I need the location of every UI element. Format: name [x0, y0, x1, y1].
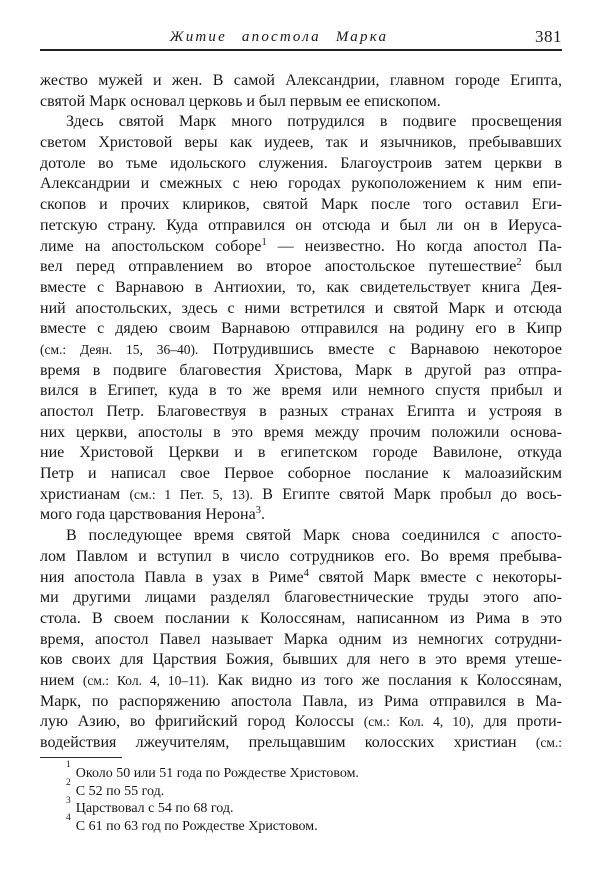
text-line: Здесь святой Марк много потрудился в подвиге просвещения: [66, 113, 562, 131]
text-line: (см.: Деян. 15, 36–40). Потрудившись вместе с Варнавою некоторое: [40, 340, 562, 358]
footnote-item: $^4$С 61 по 63 год по Рождестве Христовом.: [66, 813, 318, 834]
running-header: [40, 0, 562, 49]
text-line: вел перед отправлением во второе апостольское путешествие$^2$ был: [40, 257, 562, 276]
text-line: Марк, по распоряжению апостола Павла, из Рима отправился в Ма-: [40, 692, 562, 710]
scripture-citation: (см.: Кол. 4, 10–11).: [82, 672, 210, 688]
footnote-number: 1: [66, 760, 71, 771]
footnote-number: 4: [66, 813, 71, 824]
text-line: мого года царствования Нерона$^3$.: [40, 505, 265, 524]
text-line: светом Христовой веры как иудеев, так и язычников, пребывавших: [40, 134, 562, 152]
text-line: В последующее время святой Марк снова соединился с апосто-: [66, 527, 562, 545]
text-line: святой Марк основал церковь и был первым ее епископом.: [40, 92, 441, 110]
scripture-citation: (см.: Кол. 4, 10),: [363, 714, 474, 730]
footnote-ref: 1: [261, 236, 267, 248]
text-line: ми другими лицами разделял благовестнические труды этого апо-: [40, 589, 562, 607]
body-text: [40, 71, 562, 754]
header-rule: [40, 49, 562, 51]
footnotes: [40, 753, 562, 835]
page-title: Житие апостола Марка: [169, 29, 389, 45]
footnote-list: [40, 760, 562, 835]
footnote-separator: [40, 757, 122, 758]
footnote-number: 3: [66, 795, 71, 806]
scripture-citation: (см.:: [535, 735, 562, 750]
footnote-item: $^1$Около 50 или 51 года по Рождестве Христовом.: [66, 760, 359, 781]
text-line: скопов и прочих клириков, святой Марк после того оставил Еги-: [40, 196, 562, 214]
text-line: апостол Петр. Благовествуя в разных странах Египта и устрояя в: [40, 403, 562, 420]
text-line: нием (см.: Кол. 4, 10–11). Как видно из того же послания к Колоссянам,: [40, 671, 562, 689]
text-line: Александрии и смежных с нею городах рукоположением к ним епи-: [40, 175, 562, 193]
footnote-item: $^3$Царствовал с 54 по 68 год.: [66, 795, 234, 817]
footnote-ref: 2: [516, 257, 522, 269]
text-line: лом Павлом и вступил в число сотрудников его. Во время пребыва-: [40, 547, 562, 565]
text-line: ния апостола Павла в узах в Риме$^4$ святой Марк вместе с некоторы-: [40, 567, 562, 586]
text-line: ние Христовой Церкви и в египетском городе Вавилоне, откуда: [40, 444, 562, 462]
text-line: дотоле во тьме идольского служения. Благоустроив затем церкви в: [40, 154, 562, 172]
text-line: ков своих для Царствия Божия, бывших для него в это время утеше-: [40, 651, 562, 669]
text-line: петскую страну. Куда отправился он отсюда и был ли он в Иеруса-: [40, 216, 562, 234]
text-line: лиме на апостольском соборе$^1$ — неизвестно. Но когда апостол Па-: [40, 236, 562, 255]
text-line: вместе с Варнавою в Антиохии, то, как свидетельствует книга Дея-: [40, 278, 562, 296]
scripture-citation: (см.: 1 Пет. 5, 13).: [129, 486, 253, 502]
scripture-citation: (см.: Деян. 15, 36–40).: [40, 341, 199, 357]
text-line: стола. В своем послании к Колоссянам, написанном из Рима в это: [40, 609, 562, 627]
text-line: лую Азию, во фригийский город Колоссы (см.: Кол. 4, 10), для проти-: [40, 713, 562, 731]
text-line: вместе с дядею своим Варнавою отправился на родину его в Кипр: [40, 320, 562, 338]
page-number: 381: [535, 27, 562, 46]
text-line: них церкви, апостолы в это время между прочим положили основа-: [40, 423, 562, 441]
text-line: христианам (см.: 1 Пет. 5, 13). В Египте святой Марк пробыл до вось-: [40, 485, 562, 503]
text-line: жество мужей и жен. В самой Александрии, главном городе Египта,: [40, 72, 562, 89]
footnote-item: $^2$С 52 по 55 год.: [66, 777, 165, 799]
text-line: время в подвиге благовестия Христова, Марк в другой раз отпра-: [40, 361, 562, 379]
text-line: Петр и написал свое Первое соборное послание к малоазийским: [40, 465, 562, 483]
text-line: ний апостольских, здесь с ними встретился и святой Марк и отсюда: [40, 299, 562, 317]
footnote-ref: 4: [303, 567, 309, 579]
footnote-ref: 3: [255, 505, 261, 517]
text-line: вился в Египет, куда в то же время или немного спустя прибыл и: [40, 382, 562, 400]
footnote-number: 2: [66, 777, 71, 788]
text-line: водействия лжеучителям, прельщавшим колосских христиан (см.:: [40, 734, 562, 751]
text-line: время, апостол Павел называет Марка одним из немногих сотрудни-: [40, 630, 562, 648]
